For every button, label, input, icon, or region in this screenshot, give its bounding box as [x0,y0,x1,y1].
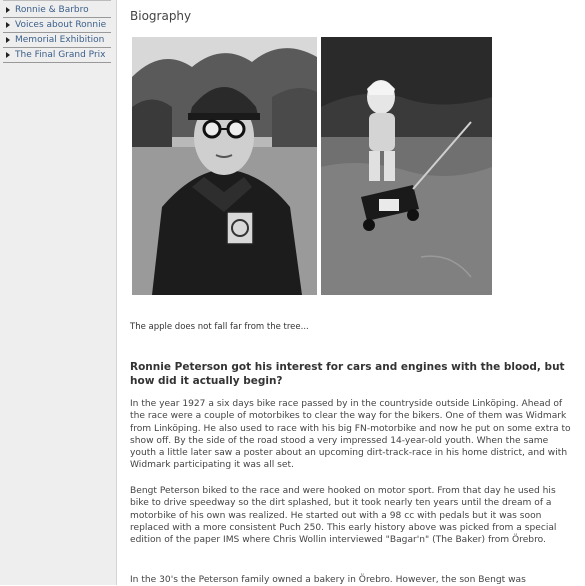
sidebar-item-ronnie-barbro[interactable] [3,0,111,18]
sidebar-item-memorial-exhibition[interactable] [3,33,111,48]
arrow-right-icon [6,37,10,43]
sidebar-item-voices-about-ronnie[interactable] [3,18,111,33]
main-content [130,0,575,585]
arrow-right-icon [6,52,10,58]
section-heading: Ronnie Peterson got his interest for cars and engines with the blood, but how did it actually begin? [130,361,565,387]
sidebar-item-final-grand-prix[interactable] [3,48,111,63]
paragraph: Bengt Peterson biked to the race and were hooked on motor sport. From that day he used his bike to drive speedway so the dirt splashed, but it took nearly ten years until the dream of a motorbike of his own was realized. He started out with a 98 cc with pedals but it was soon replaced with a more consistent Puch 250. This early history above was picked from a special edition of the paper IMS where Chris Wollin interviewed "Bagar'n" (The Baker) from Örebro. [130,486,557,546]
sidebar-item-label: Memorial Exhibition [15,35,105,45]
sidebar-item-label: The Final Grand Prix [15,50,106,60]
sidebar-item-label: Voices about Ronnie [15,20,107,30]
arrow-right-icon [6,22,10,28]
paragraph: In the 30's the Peterson family owned a bakery in Örebro. However, the son Bengt was [130,575,526,585]
arrow-right-icon [6,7,10,13]
photo-man-with-cap [132,37,317,295]
child-photo-illustration [321,37,492,295]
paragraph: In the year 1927 a six days bike race passed by in the countryside outside Linköping. Ahead of the race were a couple of motorbikes to clear the way for the bikers. One of them was Widmark from Linköping. He also used to race with his big FN-motorbike and now he put on some extra to show off. By the side of the road stood a very impressed 14-year-old youth. When the same youth a little later saw a poster about an upcoming dirt-track-race in his home district, and with Widmark participating it was all set. [130,399,571,471]
photo-child-on-toy [321,37,492,295]
sidebar [0,0,117,585]
photo-pair [132,37,492,295]
photo-caption: The apple does not fall far from the tree... [130,321,309,332]
page-title: Biography [130,9,192,23]
man-photo-illustration [132,37,317,295]
sidebar-item-label: Ronnie & Barbro [15,5,89,15]
